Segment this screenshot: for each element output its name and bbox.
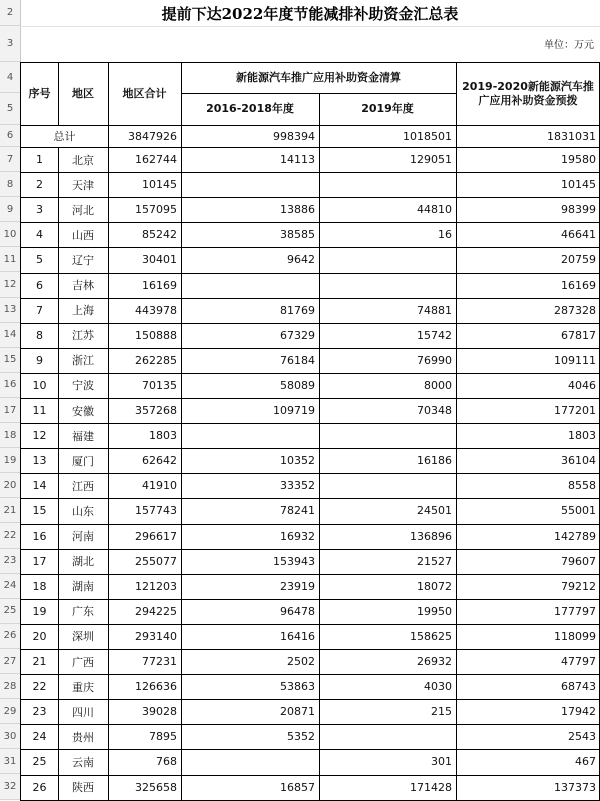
cell-2016-2018[interactable]: 20871 <box>280 705 315 719</box>
cell-region-total[interactable]: 262285 <box>135 353 177 367</box>
grid-line <box>20 749 600 750</box>
cell-region-total[interactable]: 162744 <box>135 153 177 166</box>
total-region-total[interactable]: 3847926 <box>128 129 177 143</box>
row-number[interactable]: 24 <box>0 574 20 599</box>
grid-line <box>20 724 600 725</box>
grid-line <box>20 62 600 63</box>
cell-2016-2018[interactable]: 14113 <box>280 153 315 166</box>
cell-region-total[interactable]: 41910 <box>142 479 177 493</box>
cell-2016-2018[interactable]: 53863 <box>280 680 315 694</box>
cell-2019[interactable]: 19950 <box>417 604 452 618</box>
row-number[interactable]: 11 <box>0 247 20 272</box>
row-number[interactable]: 6 <box>0 125 20 147</box>
cell-seq[interactable]: 5 <box>36 253 43 267</box>
row-number[interactable]: 30 <box>0 724 20 749</box>
cell-region-total[interactable]: 768 <box>156 755 177 769</box>
cell-2019[interactable] <box>319 172 456 197</box>
cell-region[interactable]: 山西 <box>72 228 94 242</box>
cell-prepay[interactable]: 47797 <box>561 655 596 668</box>
cell-seq[interactable]: 20 <box>32 629 47 643</box>
cell-region[interactable]: 厦门 <box>72 454 94 468</box>
cell-2016-2018[interactable]: 16932 <box>280 529 315 543</box>
cell-seq[interactable]: 11 <box>32 404 47 417</box>
row-number[interactable]: 26 <box>0 624 20 649</box>
cell-seq[interactable]: 13 <box>32 454 47 468</box>
cell-2019[interactable] <box>319 423 456 448</box>
cell-region[interactable]: 山东 <box>72 504 94 518</box>
row-number[interactable]: 13 <box>0 298 20 323</box>
cell-2016-2018[interactable]: 33352 <box>280 479 315 493</box>
header-prepay[interactable]: 2019-2020新能源汽车推广应用补助资金预拨 <box>462 79 594 107</box>
cell-region[interactable]: 广西 <box>72 655 94 669</box>
cell-prepay[interactable]: 177201 <box>554 404 596 417</box>
row-number[interactable]: 29 <box>0 699 20 724</box>
grid-line <box>20 172 600 173</box>
grid-line <box>20 373 600 374</box>
cell-region[interactable]: 吉林 <box>72 279 94 292</box>
cell-prepay[interactable]: 46641 <box>561 228 596 242</box>
row-header-column <box>0 0 21 800</box>
cell-seq[interactable]: 16 <box>32 529 47 543</box>
cell-2016-2018[interactable]: 5352 <box>287 730 315 744</box>
cell-2019[interactable]: 18072 <box>417 579 452 593</box>
cell-2019[interactable]: 24501 <box>417 504 452 518</box>
cell-2016-2018[interactable] <box>181 273 319 298</box>
cell-2019[interactable]: 158625 <box>410 629 452 643</box>
header-region[interactable]: 地区 <box>72 86 94 100</box>
row-number[interactable]: 4 <box>0 62 20 93</box>
cell-region-total[interactable]: 1803 <box>149 429 177 443</box>
cell-seq[interactable]: 19 <box>32 604 47 618</box>
cell-2016-2018[interactable] <box>181 423 319 448</box>
cell-prepay[interactable]: 68743 <box>561 680 596 694</box>
cell-prepay[interactable]: 79607 <box>561 554 596 568</box>
cell-seq[interactable]: 24 <box>32 730 47 744</box>
cell-region-total[interactable]: 443978 <box>135 303 177 317</box>
cell-prepay[interactable]: 19580 <box>561 153 596 166</box>
cell-region-total[interactable]: 294225 <box>135 604 177 618</box>
cell-prepay[interactable]: 137373 <box>554 780 596 794</box>
cell-seq[interactable]: 12 <box>32 429 47 443</box>
grid-line <box>20 323 600 324</box>
row-number[interactable]: 7 <box>0 147 20 172</box>
grid-line <box>456 62 457 800</box>
cell-2016-2018[interactable]: 153943 <box>273 554 315 568</box>
cell-seq[interactable]: 1 <box>36 153 43 166</box>
cell-prepay[interactable]: 8558 <box>568 479 596 493</box>
grid-line <box>319 93 320 800</box>
cell-region[interactable]: 云南 <box>72 755 94 769</box>
cell-region[interactable]: 辽宁 <box>72 253 94 267</box>
cell-seq[interactable]: 8 <box>36 328 43 342</box>
cell-2016-2018[interactable]: 96478 <box>280 604 315 618</box>
cell-2019[interactable] <box>319 273 456 298</box>
cell-seq[interactable]: 22 <box>32 680 47 694</box>
cell-region[interactable]: 湖南 <box>72 580 94 594</box>
cell-region-total[interactable]: 255077 <box>135 554 177 568</box>
cell-prepay[interactable]: 16169 <box>561 278 596 292</box>
cell-region-total[interactable]: 296617 <box>135 529 177 543</box>
grid-line <box>20 649 600 650</box>
cell-seq[interactable]: 3 <box>36 203 43 217</box>
row-number[interactable]: 5 <box>0 93 20 125</box>
cell-seq[interactable]: 25 <box>32 755 47 769</box>
unit-label[interactable]: 单位：万元 <box>544 40 594 51</box>
cell-region[interactable]: 江苏 <box>72 329 94 343</box>
cell-region[interactable]: 福建 <box>72 429 94 443</box>
grid-line <box>20 423 600 424</box>
cell-seq[interactable]: 21 <box>32 655 47 668</box>
total-2019[interactable]: 1018501 <box>403 129 452 143</box>
grid-line <box>20 197 600 198</box>
cell-2016-2018[interactable]: 10352 <box>280 454 315 468</box>
cell-seq[interactable]: 17 <box>32 554 47 568</box>
cell-2019[interactable]: 16 <box>438 228 452 242</box>
cell-prepay[interactable]: 2543 <box>568 730 596 744</box>
grid-line <box>20 348 600 349</box>
cell-region-total[interactable]: 16169 <box>142 278 177 292</box>
cell-region-total[interactable]: 293140 <box>135 629 177 643</box>
cell-region[interactable]: 四川 <box>72 705 94 719</box>
grid-line <box>181 62 182 800</box>
cell-region-total[interactable]: 157095 <box>135 203 177 217</box>
cell-2019[interactable]: 301 <box>431 755 452 769</box>
cell-prepay[interactable]: 98399 <box>561 203 596 217</box>
row-number[interactable]: 3 <box>0 26 20 62</box>
cell-region[interactable]: 宁波 <box>72 379 94 393</box>
cell-seq[interactable]: 23 <box>32 705 47 719</box>
grid-line <box>58 62 59 125</box>
cell-2019[interactable]: 70348 <box>417 404 452 417</box>
cell-region-total[interactable]: 70135 <box>142 378 177 392</box>
row-number[interactable]: 21 <box>0 498 20 523</box>
cell-seq[interactable]: 6 <box>36 278 43 292</box>
cell-region-total[interactable]: 85242 <box>142 228 177 242</box>
row-number[interactable]: 31 <box>0 749 20 774</box>
grid-line <box>20 273 600 274</box>
cell-2016-2018[interactable]: 9642 <box>287 253 315 267</box>
total-prepay[interactable]: 1831031 <box>547 129 596 143</box>
cell-prepay[interactable]: 79212 <box>561 579 596 593</box>
cell-2019[interactable]: 8000 <box>424 378 452 392</box>
cell-2019[interactable]: 215 <box>431 705 452 719</box>
cell-region-total[interactable]: 30401 <box>142 253 177 267</box>
cell-region-total[interactable]: 77231 <box>142 655 177 668</box>
cell-seq[interactable]: 15 <box>32 504 47 518</box>
row-number[interactable]: 25 <box>0 599 20 624</box>
cell-seq[interactable]: 7 <box>36 303 43 317</box>
grid-line <box>20 247 600 248</box>
grid-line <box>20 549 600 550</box>
cell-prepay[interactable]: 109111 <box>554 353 596 367</box>
cell-2019[interactable] <box>319 724 456 749</box>
row-number[interactable]: 27 <box>0 649 20 674</box>
cell-seq[interactable]: 9 <box>36 353 43 367</box>
cell-2019[interactable]: 129051 <box>410 153 452 166</box>
total-2016-2018[interactable]: 998394 <box>273 129 315 143</box>
cell-2016-2018[interactable]: 58089 <box>280 378 315 392</box>
row-number[interactable]: 17 <box>0 398 20 423</box>
header-region-total[interactable]: 地区合计 <box>122 86 167 100</box>
cell-region[interactable]: 陕西 <box>72 781 94 794</box>
cell-region[interactable]: 浙江 <box>72 354 94 368</box>
row-number[interactable]: 18 <box>0 423 20 448</box>
grid-line <box>20 524 600 525</box>
header-seq[interactable]: 序号 <box>28 86 51 100</box>
row-number[interactable]: 32 <box>0 775 20 800</box>
cell-region[interactable]: 江西 <box>72 479 94 493</box>
grid-line <box>20 222 600 223</box>
cell-2016-2018[interactable] <box>181 749 319 774</box>
cell-2019[interactable] <box>319 247 456 272</box>
cell-region[interactable]: 天津 <box>72 178 94 192</box>
cell-2019[interactable]: 76990 <box>417 353 452 367</box>
cell-2016-2018[interactable]: 81769 <box>280 303 315 317</box>
grid-line <box>20 448 600 449</box>
cell-prepay[interactable]: 467 <box>575 755 596 769</box>
cell-prepay[interactable]: 287328 <box>554 303 596 317</box>
cell-region-total[interactable]: 39028 <box>142 705 177 719</box>
row-number[interactable]: 8 <box>0 172 20 197</box>
cell-2019[interactable]: 26932 <box>417 655 452 668</box>
grid-line <box>20 498 600 499</box>
row-number[interactable]: 15 <box>0 348 20 373</box>
cell-2019[interactable]: 16186 <box>417 454 452 468</box>
cell-2016-2018[interactable]: 16416 <box>280 629 315 643</box>
cell-2016-2018[interactable]: 23919 <box>280 579 315 593</box>
grid-line <box>20 147 600 148</box>
cell-2016-2018[interactable]: 78241 <box>280 504 315 518</box>
grid-line <box>20 125 600 126</box>
cell-prepay[interactable]: 67817 <box>561 328 596 342</box>
sheet-title[interactable]: 提前下达2022年度节能减排补助资金汇总表 <box>161 4 459 23</box>
cell-2016-2018[interactable] <box>181 172 319 197</box>
cell-region-total[interactable]: 7895 <box>149 730 177 744</box>
cell-region-total[interactable]: 157743 <box>135 504 177 518</box>
row-number[interactable]: 23 <box>0 549 20 574</box>
cell-2019[interactable]: 21527 <box>417 554 452 568</box>
grid-line <box>108 62 109 800</box>
cell-region-total[interactable]: 62642 <box>142 454 177 468</box>
cell-prepay[interactable]: 4046 <box>568 378 596 392</box>
cell-region-total[interactable]: 126636 <box>135 680 177 694</box>
grid-line <box>20 298 600 299</box>
cell-prepay[interactable]: 118099 <box>554 629 596 643</box>
row-number[interactable]: 10 <box>0 222 20 247</box>
row-number[interactable]: 20 <box>0 473 20 498</box>
row-number[interactable]: 22 <box>0 524 20 549</box>
cell-prepay[interactable]: 10145 <box>561 178 596 192</box>
cell-2019[interactable]: 136896 <box>410 529 452 543</box>
header-subsidy-settlement[interactable]: 新能源汽车推广应用补助资金清算 <box>236 70 401 84</box>
cell-region-total[interactable]: 325658 <box>135 780 177 794</box>
cell-2016-2018[interactable]: 2502 <box>287 655 315 668</box>
grid-line <box>20 775 600 776</box>
header-2016-2018[interactable]: 2016-2018年度 <box>206 102 294 115</box>
cell-region[interactable]: 上海 <box>72 304 94 318</box>
cell-region[interactable]: 深圳 <box>72 630 94 644</box>
cell-prepay[interactable]: 142789 <box>554 529 596 543</box>
cell-2016-2018[interactable]: 67329 <box>280 328 315 342</box>
grid-line <box>20 398 600 399</box>
cell-seq[interactable]: 14 <box>32 479 47 493</box>
grid-line <box>20 674 600 675</box>
cell-region[interactable]: 重庆 <box>72 680 94 694</box>
cell-seq[interactable]: 2 <box>36 178 43 192</box>
cell-2019[interactable]: 171428 <box>410 780 452 794</box>
cell-seq[interactable]: 26 <box>32 780 47 794</box>
cell-region[interactable]: 河南 <box>72 530 94 543</box>
row-number[interactable]: 9 <box>0 197 20 222</box>
cell-prepay[interactable]: 36104 <box>561 454 596 468</box>
cell-2016-2018[interactable]: 76184 <box>280 353 315 367</box>
cell-region[interactable]: 河北 <box>72 203 94 217</box>
cell-2016-2018[interactable]: 16857 <box>280 780 315 794</box>
row-number[interactable]: 14 <box>0 323 20 348</box>
cell-region[interactable]: 安徽 <box>72 404 94 418</box>
row-number[interactable]: 12 <box>0 273 20 298</box>
cell-2019[interactable]: 44810 <box>417 203 452 217</box>
grid-line <box>20 26 600 27</box>
cell-prepay[interactable]: 1803 <box>568 429 596 443</box>
cell-region[interactable]: 湖北 <box>72 555 94 569</box>
grid-line <box>20 473 600 474</box>
cell-region-total[interactable]: 10145 <box>142 178 177 192</box>
cell-2019[interactable]: 15742 <box>417 328 452 342</box>
cell-2016-2018[interactable]: 38585 <box>280 228 315 242</box>
cell-region[interactable]: 广东 <box>72 605 94 619</box>
header-2019[interactable]: 2019年度 <box>361 102 414 115</box>
cell-2016-2018[interactable]: 13886 <box>280 203 315 217</box>
cell-seq[interactable]: 4 <box>36 228 43 242</box>
cell-seq[interactable]: 10 <box>32 378 47 392</box>
row-number[interactable]: 19 <box>0 448 20 473</box>
cell-region-total[interactable]: 357268 <box>135 404 177 417</box>
cell-prepay[interactable]: 20759 <box>561 253 596 267</box>
grid-line <box>20 624 600 625</box>
row-number[interactable]: 16 <box>0 373 20 398</box>
grid-line <box>20 574 600 575</box>
cell-2019[interactable]: 74881 <box>417 303 452 317</box>
cell-prepay[interactable]: 177797 <box>554 604 596 618</box>
row-number[interactable]: 28 <box>0 674 20 699</box>
cell-2019[interactable]: 4030 <box>424 680 452 694</box>
grid-line <box>20 62 21 800</box>
cell-prepay[interactable]: 17942 <box>561 705 596 719</box>
cell-region-total[interactable]: 121203 <box>135 579 177 593</box>
cell-prepay[interactable]: 55001 <box>561 504 596 518</box>
row-number[interactable]: 2 <box>0 0 20 26</box>
grid-line <box>20 599 600 600</box>
grid-line <box>58 147 59 800</box>
cell-region-total[interactable]: 150888 <box>135 328 177 342</box>
cell-2016-2018[interactable]: 109719 <box>273 404 315 417</box>
cell-2019[interactable] <box>319 473 456 498</box>
grid-line <box>20 699 600 700</box>
total-label[interactable]: 总计 <box>53 130 76 143</box>
cell-region[interactable]: 北京 <box>72 153 94 167</box>
cell-seq[interactable]: 18 <box>32 579 47 593</box>
cell-region[interactable]: 贵州 <box>72 730 94 744</box>
